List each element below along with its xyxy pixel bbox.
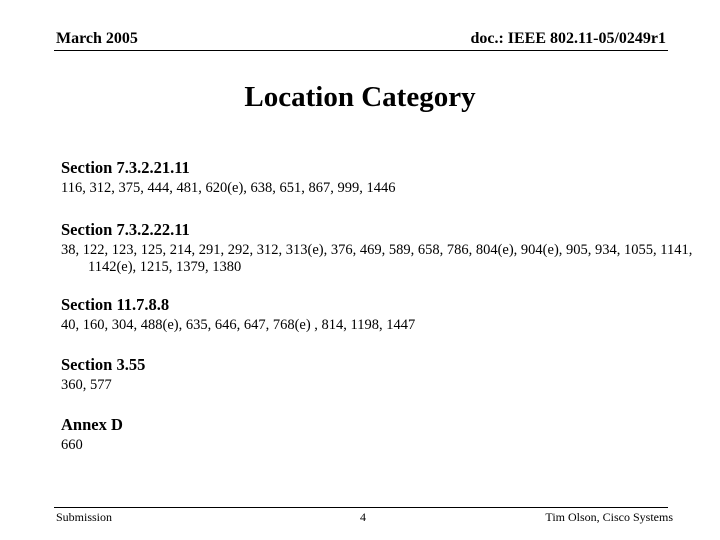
header-divider (54, 50, 668, 51)
slide-title: Location Category (244, 81, 476, 113)
section-items-3-55: 360, 577 (61, 377, 112, 393)
section-items-7-3-2-22-11: 38, 122, 123, 125, 214, 291, 292, 312, 313(e), 376, 469, 589, 658, 786, 804(e), 904(e), 905, 934, 1055, 1141, 1142(e), 1215, 1379, 1380 (61, 242, 693, 275)
section-heading-annex-d: Annex D (61, 415, 123, 434)
section-heading-7-3-2-22-11: Section 7.3.2.22.11 (61, 220, 190, 239)
section-items-11-7-8-8: 40, 160, 304, 488(e), 635, 646, 647, 768(e) , 814, 1198, 1447 (61, 317, 416, 333)
section-heading-3-55: Section 3.55 (61, 355, 146, 374)
section-heading-11-7-8-8: Section 11.7.8.8 (61, 295, 170, 314)
section-items-annex-d: 660 (61, 437, 83, 453)
header-date: March 2005 (56, 30, 138, 47)
footer-author: Tim Olson, Cisco Systems (545, 510, 673, 524)
section-items-7-3-2-21-11: 116, 312, 375, 444, 481, 620(e), 638, 651, 867, 999, 1446 (61, 180, 396, 196)
footer-page-number: 4 (360, 510, 366, 524)
footer-divider (54, 507, 668, 508)
section-heading-7-3-2-21-11: Section 7.3.2.21.11 (61, 158, 190, 177)
footer-submission: Submission (56, 510, 113, 524)
header-doc-id: doc.: IEEE 802.11-05/0249r1 (470, 30, 666, 47)
